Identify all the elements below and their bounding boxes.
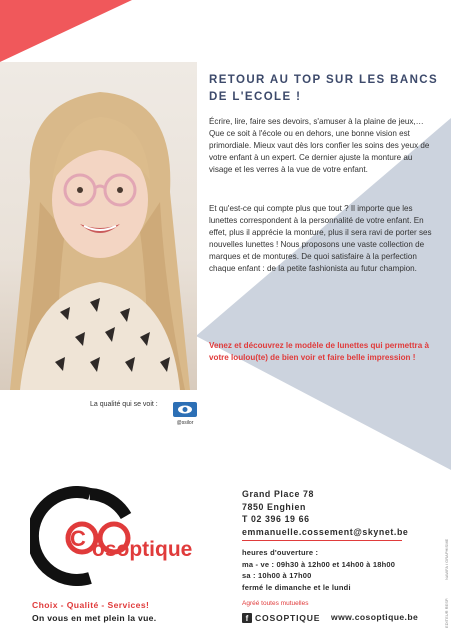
call-to-action: Venez et découvrez le modèle de lunettes qui permettra à votre loulou(te) de bien voir et faire belle impression ! — [209, 341, 429, 362]
address-city: 7850 Enghien — [242, 501, 306, 512]
side-credit-2: EDITEUR RESP. — [444, 597, 449, 628]
agree-mutuelles: Agréé toutes mutuelles — [242, 600, 309, 607]
glasses-c-logo — [30, 486, 226, 586]
essilor-brand: @ssilor — [176, 420, 194, 426]
facebook-label: COSOPTIQUE — [255, 613, 321, 623]
slogan-line-2: On vous en met plein la vue. — [32, 613, 157, 623]
paragraph-2: Et qu'est-ce qui compte plus que tout ? Il importe que les lunettes correspondent à la personnalité de votre enfant. En effet, plus il apprécie la monture, plus il sera ravi de porter ses nouvelles lunettes ! Nous proposons une vaste collection de marques et de montures. De quoi satisfaire à la perfection chaque enfant : de la petite fashionista au futur champion. — [209, 204, 432, 273]
logo-text: osoptique — [92, 538, 193, 561]
contact-block — [242, 488, 408, 538]
facebook-icon: f — [242, 613, 252, 623]
logo-letter: C — [70, 526, 86, 551]
divider — [242, 540, 402, 541]
hours-weekdays: ma - ve : 09h30 à 12h00 et 14h00 à 18h00 — [242, 559, 396, 569]
slogan-line-1: Choix - Qualité - Services! — [32, 600, 150, 610]
side-credit-1: NAWFA / GRAPHISME — [444, 538, 449, 580]
child-photo — [0, 62, 197, 390]
paragraph-1: Écrire, lire, faire ses devoirs, s'amuser à la plaine de jeux,… Que ce soit à l'école ou en dehors, une bonne vision est primordiale. Mieux vaut dès lors confier les soins des yeux de votre enfant à un expert. Ce dernier ajuste la monture au visage et les verres à la vue de votre enfant. — [209, 117, 430, 174]
phone-number: T 02 396 19 66 — [242, 514, 310, 525]
title-line-1: RETOUR AU TOP SUR LES BANCS — [209, 74, 439, 86]
essilor-eye-icon — [172, 401, 198, 427]
opening-hours — [242, 547, 395, 594]
red-triangle — [0, 0, 132, 62]
cosoptique-logo — [30, 486, 226, 586]
website-link[interactable]: www.cosoptique.be — [331, 612, 419, 622]
title-line-2: DE L'ECOLE ! — [209, 91, 302, 103]
article-title — [209, 72, 441, 106]
quality-label: La qualité qui se voit : — [90, 401, 158, 408]
child-illustration — [0, 62, 197, 390]
address-street: Grand Place 78 — [242, 489, 314, 499]
hours-saturday: sa : 10h00 à 17h00 — [242, 571, 312, 581]
facebook-link[interactable] — [242, 612, 320, 624]
email-link[interactable]: emmanuelle.cossement@skynet.be — [242, 526, 409, 537]
hours-heading: heures d'ouverture : — [242, 548, 319, 557]
hours-closed: fermé le dimanche et le lundi — [242, 583, 351, 593]
